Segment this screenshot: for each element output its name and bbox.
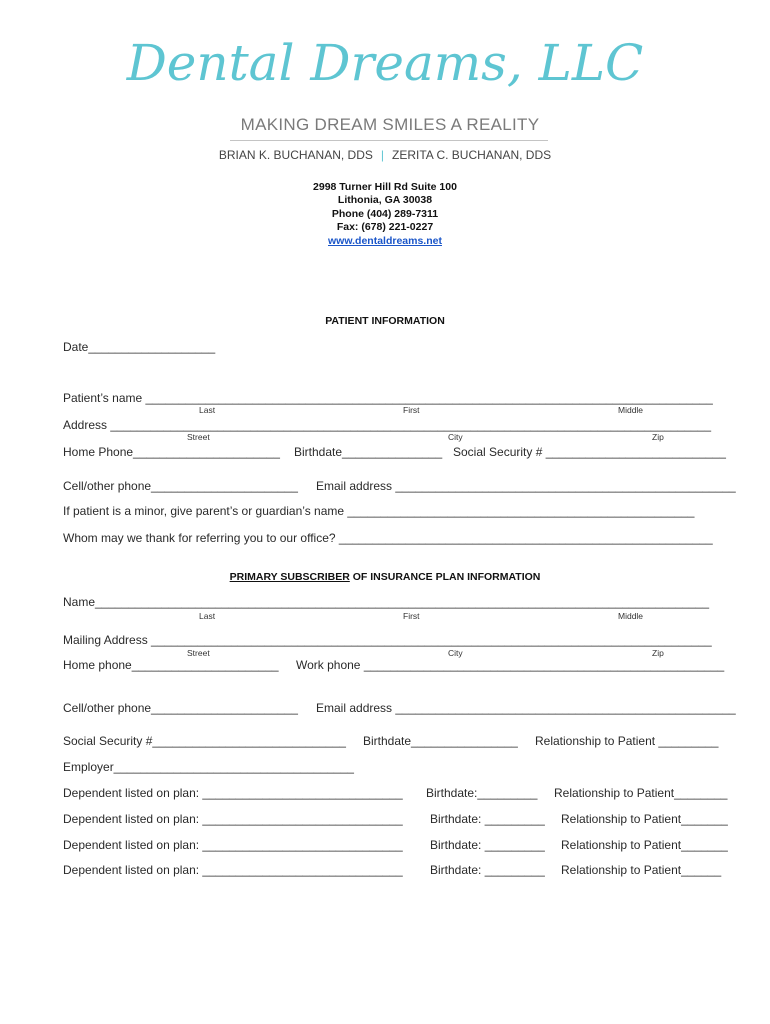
dependent-4-field[interactable]: Dependent listed on plan: ______________________________ (63, 863, 403, 877)
dependent-1-field[interactable]: Dependent listed on plan: ______________________________ (63, 786, 403, 800)
ssn-field[interactable]: Social Security # ___________________________ (453, 445, 726, 459)
subscriber-name-middle-label: Middle (618, 611, 644, 621)
subscriber-heading-rest: OF INSURANCE PLAN INFORMATION (349, 571, 541, 583)
dependent-3-birthdate-field[interactable]: Birthdate: _________ (430, 838, 545, 852)
subscriber-cell-phone-field[interactable]: Cell/other phone______________________ (63, 701, 298, 715)
header-divider (230, 140, 548, 141)
referral-field[interactable]: Whom may we thank for referring you to our office? ________________________________________________________ (63, 531, 713, 545)
mailing-street-label: Street (187, 648, 210, 658)
subscriber-home-phone-field[interactable]: Home phone______________________ (63, 658, 279, 672)
guardian-field[interactable]: If patient is a minor, give parent’s or guardian’s name ____________________________________________________ (63, 504, 695, 518)
dependent-2-relationship-field[interactable]: Relationship to Patient_______ (561, 812, 728, 826)
doctor-separator: | (380, 148, 384, 162)
dependent-1-relationship-field[interactable]: Relationship to Patient________ (554, 786, 728, 800)
subscriber-relationship-field[interactable]: Relationship to Patient _________ (535, 734, 719, 748)
mailing-city-label: City (448, 648, 463, 658)
patient-info-heading: PATIENT INFORMATION (325, 315, 445, 327)
subscriber-name-last-label: Last (199, 611, 216, 621)
dependent-4-relationship-field[interactable]: Relationship to Patient______ (561, 863, 722, 877)
subscriber-email-field[interactable]: Email address ___________________________________________________ (316, 701, 736, 715)
subscriber-ssn-field[interactable]: Social Security #_____________________________ (63, 734, 346, 748)
address-zip-label: Zip (652, 432, 664, 442)
doctor-1: BRIAN K. BUCHANAN, DDS (218, 148, 373, 162)
dependent-2-field[interactable]: Dependent listed on plan: ______________________________ (63, 812, 403, 826)
dependent-3-relationship-field[interactable]: Relationship to Patient_______ (561, 838, 728, 852)
dependent-3-field[interactable]: Dependent listed on plan: ______________________________ (63, 838, 403, 852)
employer-field[interactable]: Employer____________________________________ (63, 760, 354, 774)
logo: Dental Dreams, LLC (126, 34, 644, 92)
mailing-zip-label: Zip (652, 648, 664, 658)
subscriber-name-first-label: First (403, 611, 420, 621)
email-field[interactable]: Email address ___________________________________________________ (316, 479, 736, 493)
dependent-1-birthdate-field[interactable]: Birthdate:_________ (426, 786, 538, 800)
address-city-label: City (448, 432, 463, 442)
cell-phone-field[interactable]: Cell/other phone______________________ (63, 479, 298, 493)
subscriber-heading (0, 571, 770, 583)
tagline: MAKING DREAM SMILES A REALITY (240, 115, 540, 134)
address-street-label: Street (187, 432, 210, 442)
doctor-names (0, 148, 770, 162)
address-line-2: Lithonia, GA 30038 (337, 194, 433, 206)
subscriber-heading-underlined: PRIMARY SUBSCRIBER (229, 571, 350, 583)
address-line-1: 2998 Turner Hill Rd Suite 100 (313, 181, 457, 193)
patient-name-first-label: First (403, 405, 420, 415)
date-field[interactable]: Date___________________ (63, 340, 216, 354)
patient-name-last-label: Last (199, 405, 216, 415)
dependent-2-birthdate-field[interactable]: Birthdate: _________ (430, 812, 545, 826)
fax-line: Fax: (678) 221-0227 (336, 221, 434, 233)
doctor-2: ZERITA C. BUCHANAN, DDS (392, 148, 552, 162)
subscriber-name-field[interactable]: Name____________________________________________________________________________________________ (63, 595, 710, 609)
birthdate-field[interactable]: Birthdate_______________ (294, 445, 443, 459)
home-phone-field[interactable]: Home Phone______________________ (63, 445, 280, 459)
address-field[interactable]: Address __________________________________________________________________________________________ (63, 418, 711, 432)
patient-name-field[interactable]: Patient’s name _____________________________________________________________________________________ (63, 391, 713, 405)
dependent-4-birthdate-field[interactable]: Birthdate: _________ (430, 863, 545, 877)
patient-name-middle-label: Middle (618, 405, 644, 415)
subscriber-birthdate-field[interactable]: Birthdate________________ (363, 734, 518, 748)
mailing-address-field[interactable]: Mailing Address ____________________________________________________________________________________ (63, 633, 712, 647)
website-link[interactable]: www.dentaldreams.net (328, 235, 442, 247)
phone-line: Phone (404) 289-7311 (331, 208, 439, 220)
subscriber-work-phone-field[interactable]: Work phone ______________________________________________________ (296, 658, 725, 672)
